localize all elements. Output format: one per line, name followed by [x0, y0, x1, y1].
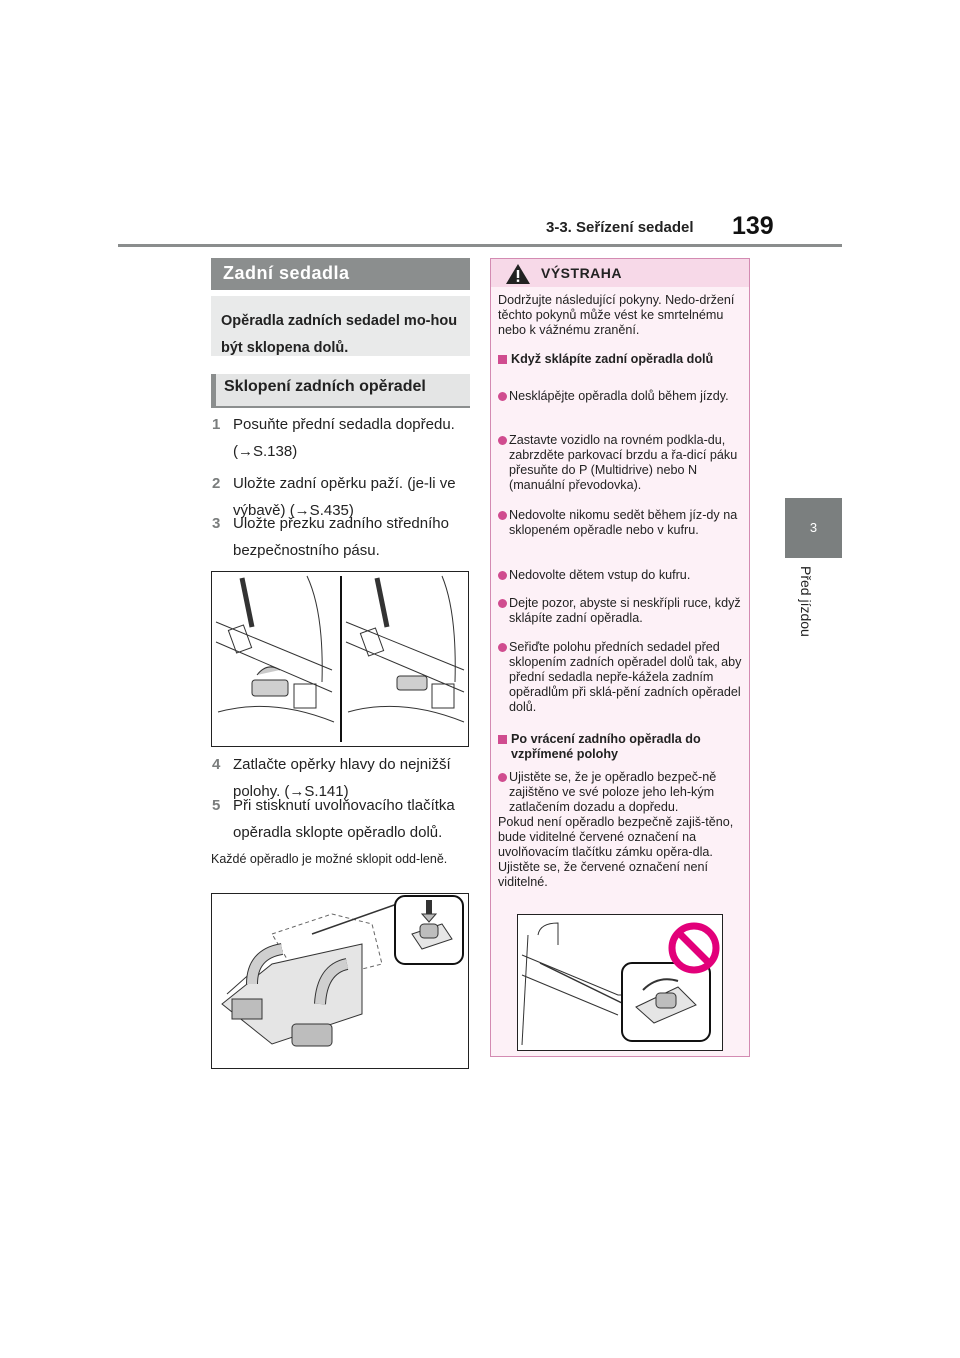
section-title: Zadní sedadla [211, 258, 470, 290]
warning-item: Ujistěte se, že je opěradlo bezpeč-ně zajištěno ve své poloze jeho leh-kým zatlačením dozadu a dopředu. [498, 770, 743, 815]
figure-fold-seatbacks [211, 893, 469, 1069]
figure-buckle-stow [211, 571, 469, 747]
step-1 [211, 411, 473, 465]
fold-illustration [212, 894, 468, 1068]
step-number: 1 [212, 416, 221, 433]
warning-item: Zastavte vozidlo na rovném podkla-du, zabrzděte parkovací brzdu a řa-dicí páku přesuňte do P (Multidrive) nebo N (manuální převodovka). [498, 433, 743, 493]
chapter-tab: 3 [785, 498, 842, 558]
step-text: Uložte přezku zadního středního bezpečnostního pásu. [233, 515, 449, 559]
step-number: 5 [212, 797, 221, 814]
step-text: Uložte zadní opěrku paží. (je-li ve výbavě) (→S.435) [233, 475, 456, 519]
step-3 [211, 510, 473, 564]
section-header: 3-3. Seřízení sedadel [546, 219, 694, 236]
warning-item: Seřiďte polohu předních sedadel před sklopením zadních opěradel dolů tak, aby přední sedadla nepře-kážela zadním opěradlům při sklá-pění zadních opěradel dolů. [498, 640, 743, 715]
note-text: Každé opěradlo je možné sklopit odd-leně. [211, 852, 448, 866]
release-button-illustration [518, 915, 722, 1050]
warning-title: VÝSTRAHA [541, 265, 623, 281]
section-summary: Opěradla zadních sedadel mo-hou být sklopena dolů. [211, 296, 470, 356]
warning-item: Nedovolte nikomu sedět během jíz-dy na sklopeném opěradle nebo v kufru. [498, 508, 743, 538]
warning-header [491, 259, 749, 287]
step-5 [211, 792, 473, 846]
warning-group-title: Po vrácení zadního opěradla do vzpřímené polohy [498, 732, 743, 762]
step-number: 2 [212, 475, 221, 492]
buckle-illustration [212, 572, 468, 746]
step-text: Posuňte přední sedadla dopředu. (→S.138) [233, 416, 455, 460]
warning-item: Dejte pozor, abyste si neskřípli ruce, když sklápíte zadní opěradla. [498, 596, 743, 626]
step-number: 3 [212, 515, 221, 532]
page-number: 139 [732, 212, 774, 240]
warning-closing: Pokud není opěradlo bezpečně zajiš-těno, bude viditelné červené označení na uvolňovacím tlačítku zámku opěra-dla. Ujistěte se, že červené označení není viditelné. [498, 815, 734, 889]
figure-release-button [517, 914, 723, 1051]
warning-item: Nesklápějte opěradla dolů během jízdy. [498, 389, 743, 404]
step-text: Při stisknutí uvolňovacího tlačítka opěradla sklopte opěradlo dolů. [233, 797, 455, 841]
warning-box [490, 258, 750, 1057]
step-number: 4 [212, 756, 221, 773]
warning-intro: Dodržujte následující pokyny. Nedo-držení těchto pokynů může vést ke smrtelnému nebo k vážnému zranění. [498, 293, 735, 337]
step-text: Zatlačte opěrky hlavy do nejnižší polohy. (→S.141) [233, 756, 451, 800]
warning-group-title: Když sklápíte zadní opěradla dolů [498, 352, 743, 367]
subheading: Sklopení zadních opěradel [211, 374, 470, 408]
warning-item: Nedovolte dětem vstup do kufru. [498, 568, 743, 583]
warning-triangle-icon [505, 263, 531, 285]
chapter-label: Před jízdou [798, 566, 814, 637]
header-rule [118, 244, 842, 247]
